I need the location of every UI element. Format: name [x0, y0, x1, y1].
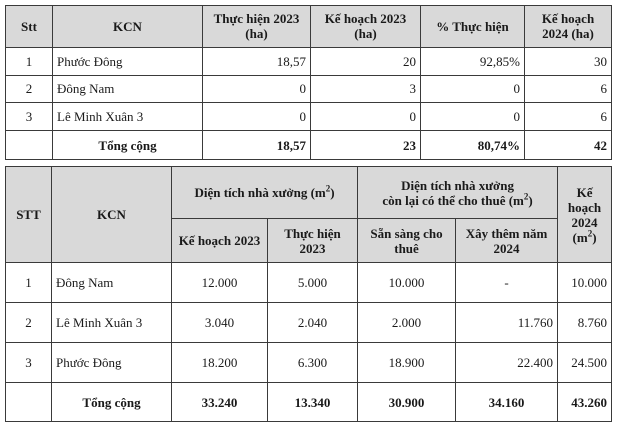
header-th2023: Thực hiện 2023 (ha) — [203, 6, 311, 48]
cell-th2023: 0 — [203, 75, 311, 103]
table-row — [6, 103, 612, 131]
cell-kh2023: 12.000 — [172, 263, 268, 303]
cell-pct: 0 — [421, 103, 525, 131]
factory-table-header — [6, 167, 612, 219]
cell-xaythem: - — [456, 263, 558, 303]
cell-kh2024: 6 — [525, 103, 612, 131]
header-kh2024: Kế hoạch 2024 (ha) — [525, 6, 612, 48]
header-pct: % Thực hiện — [421, 6, 525, 48]
subheader-sansang: Sẵn sàng cho thuê — [358, 219, 456, 263]
subheader-kh2023: Kế hoạch 2023 — [172, 219, 268, 263]
cell-stt: 2 — [6, 75, 53, 103]
total-xaythem: 34.160 — [456, 383, 558, 422]
table-row — [6, 263, 612, 303]
cell-th2023: 6.300 — [268, 343, 358, 383]
cell-kh2023: 20 — [311, 47, 421, 75]
subheader-th2023: Thực hiện 2023 — [268, 219, 358, 263]
cell-kcn: Lê Minh Xuân 3 — [53, 103, 203, 131]
total-row — [6, 131, 612, 160]
cell-stt: 3 — [6, 103, 53, 131]
cell-stt: 1 — [6, 263, 52, 303]
cell-pct: 92,85% — [421, 47, 525, 75]
cell-stt-empty — [6, 383, 52, 422]
table-row — [6, 303, 612, 343]
cell-kh2024: 10.000 — [558, 263, 612, 303]
cell-sansang: 2.000 — [358, 303, 456, 343]
header-kcn: KCN — [52, 167, 172, 263]
cell-th2023: 2.040 — [268, 303, 358, 343]
cell-pct: 0 — [421, 75, 525, 103]
total-sansang: 30.900 — [358, 383, 456, 422]
header-kcn: KCN — [53, 6, 203, 48]
cell-kh2024: 24.500 — [558, 343, 612, 383]
header-stt: Stt — [6, 6, 53, 48]
cell-kh2024: 8.760 — [558, 303, 612, 343]
table-row — [6, 75, 612, 103]
land-table-header — [6, 6, 612, 48]
cell-th2023: 5.000 — [268, 263, 358, 303]
cell-kcn: Đông Nam — [52, 263, 172, 303]
cell-kcn: Đông Nam — [53, 75, 203, 103]
total-label: Tổng cộng — [53, 131, 203, 160]
total-kh2023: 33.240 — [172, 383, 268, 422]
subheader-xaythem: Xây thêm năm 2024 — [456, 219, 558, 263]
total-kh2023: 23 — [311, 131, 421, 160]
factory-table — [5, 166, 612, 422]
header-remaining-area: Diện tích nhà xưởng còn lại có thể cho thuê $(m^2)$ — [358, 167, 558, 219]
cell-kcn: Phước Đông — [53, 47, 203, 75]
cell-kh2023: 3 — [311, 75, 421, 103]
cell-th2023: 18,57 — [203, 47, 311, 75]
cell-kh2023: 3.040 — [172, 303, 268, 343]
header-kh2023: Kế hoạch 2023 (ha) — [311, 6, 421, 48]
header-factory-area: Diện tích nhà xưởng $(m^2)$ — [172, 167, 358, 219]
header-stt: STT — [6, 167, 52, 263]
cell-xaythem: 11.760 — [456, 303, 558, 343]
table-row — [6, 47, 612, 75]
total-row — [6, 383, 612, 422]
cell-kh2024: 6 — [525, 75, 612, 103]
cell-stt: 1 — [6, 47, 53, 75]
cell-xaythem: 22.400 — [456, 343, 558, 383]
total-kh2024: 42 — [525, 131, 612, 160]
cell-stt: 3 — [6, 343, 52, 383]
cell-stt-empty — [6, 131, 53, 160]
cell-stt: 2 — [6, 303, 52, 343]
cell-kcn: Lê Minh Xuân 3 — [52, 303, 172, 343]
cell-kh2023: 0 — [311, 103, 421, 131]
cell-sansang: 18.900 — [358, 343, 456, 383]
total-pct: 80,74% — [421, 131, 525, 160]
total-th2023: 13.340 — [268, 383, 358, 422]
total-kh2024: 43.260 — [558, 383, 612, 422]
cell-kh2024: 30 — [525, 47, 612, 75]
cell-sansang: 10.000 — [358, 263, 456, 303]
land-table — [5, 5, 612, 160]
total-label: Tổng cộng — [52, 383, 172, 422]
cell-kh2023: 18.200 — [172, 343, 268, 383]
table-row — [6, 343, 612, 383]
cell-th2023: 0 — [203, 103, 311, 131]
header-kh2024: Kế hoạch 2024 $(m^2)$ — [558, 167, 612, 263]
total-th2023: 18,57 — [203, 131, 311, 160]
cell-kcn: Phước Đông — [52, 343, 172, 383]
